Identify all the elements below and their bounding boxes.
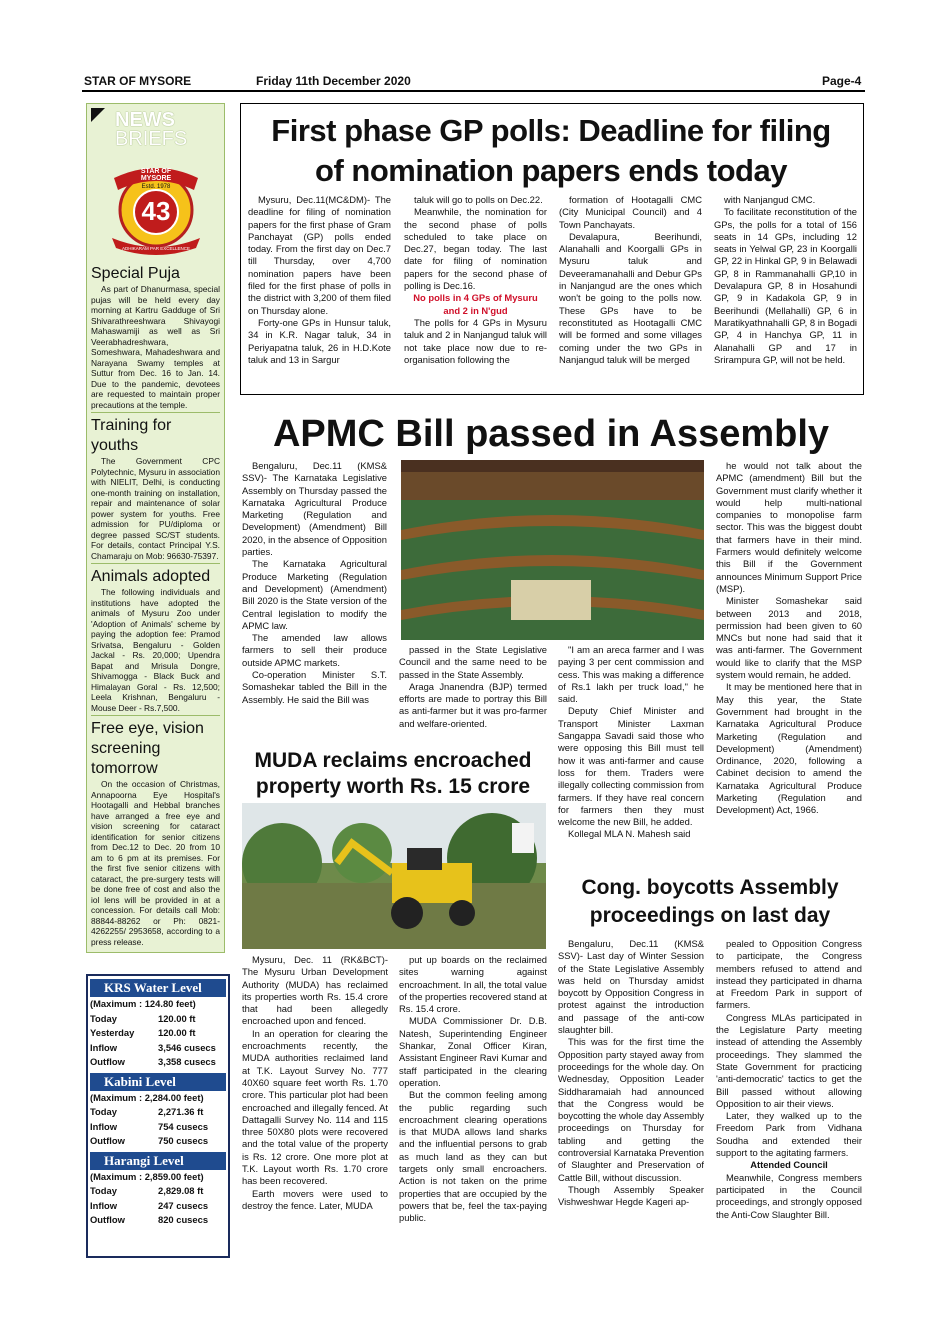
- logo-est: Estd. 1978: [141, 184, 171, 190]
- paragraph: But the common feeling among the public regarding such encroachment clearing operations is that MUDA allows land sharks and the influential persons to grab as much land as they can but targets only small encroachers. Action is not taken on the prime properties that are occupied by the powers that be, feel the tax-paying public.: [399, 1089, 547, 1224]
- harangi-title: Harangi Level: [90, 1152, 226, 1170]
- water-row: [88, 1055, 228, 1070]
- row-label: Today: [90, 1012, 117, 1024]
- brief-item: [91, 567, 220, 713]
- row-label: Inflow: [90, 1199, 118, 1211]
- muda-headline-1: MUDA reclaims encroached: [254, 749, 532, 772]
- paragraph: This was for the first time the Opposition party stayed away from proceedings for the whole day. On Wednesday, Opposition Leader Siddharamaiah had announced that the Congress would be boycotting the whole day Assembly proceedings on Thursday for tabling and getting the controversial Karnataka Prevention of Slaughter and Preservation of Cattle Bill, without discussion.: [558, 1036, 704, 1183]
- paragraph: Deputy Chief Minister and Transport Minister Laxman Sangappa Savadi said those who were opposing this Bill must tell how it was anti-farmer and cause loss for them. Traders were illegally collecting commission from farmers. If they have real concern for farmers then they must welcome the new Bill, he added.: [558, 705, 704, 828]
- paragraph: The Karnataka Agricultural Produce Marketing (Regulation and Development) (Amendment) Bill 2020 is the State version of the Central legislation to modify the APMC law.: [242, 558, 387, 631]
- paragraph: Earth movers were used to destroy the fence. Later, MUDA: [242, 1187, 388, 1211]
- briefs-list: [91, 264, 220, 949]
- row-value: 120.00 ft: [158, 1012, 196, 1024]
- cong-column-1: [558, 938, 704, 1262]
- brief-text: On the occasion of Christmas, Annapoorna Eye Hospital's Hootagalli and Hebbal branches have arranged a free eye and vision screening for cataract identification for senior citizens from Dec.12 to Dec. 20 from 10 am to 6 pm at its premises. For the first five senior citizens with cataract, the pre-surgery tests will be done free of cost and also the iol lens will be provided in at a concession. For details call Mob: 88844-88262 or Ph: 0821-4262255/ 2953658, according to a press release.: [91, 779, 220, 947]
- row-label: Today: [90, 1185, 117, 1196]
- paragraph: Mysuru, Dec. 11 (RK&BCT)- The Mysuru Urban Development Authority (MUDA) has reclaimed its properties worth Rs. 15.4 crore that had been allegedly encroached upon and fenced.: [242, 954, 388, 1027]
- apmc-column-2: [399, 644, 547, 742]
- cong-column-2: [716, 938, 862, 1262]
- logo-motto: ADHIKARAM PAR EXCELLENCE: [122, 246, 190, 251]
- news-briefs-panel: [86, 103, 225, 953]
- paragraph: Though Assembly Speaker Vishweshwar Hegde Kageri ap-: [558, 1183, 704, 1208]
- divider: [91, 412, 220, 413]
- muda-column-1: [242, 954, 388, 1262]
- row-value: 3,358 cusecs: [158, 1056, 216, 1067]
- star-of-mysore-logo: [104, 156, 208, 260]
- water-row: [88, 1026, 228, 1041]
- paragraph: Kollegal MLA N. Mahesh said: [568, 828, 691, 840]
- corner-mark-icon: [91, 108, 105, 122]
- water-levels-box: [86, 974, 230, 1258]
- gp-column-3: [559, 194, 702, 390]
- paragraph: pealed to Opposition Congress to participate, the Congress members refused to attend and instead they participated in dharna at Freedom Park in support of farmers.: [716, 938, 862, 1011]
- divider: [91, 715, 220, 716]
- water-row: [88, 1041, 228, 1056]
- paragraph: taluk will go to polls on Dec.22.: [414, 194, 543, 205]
- gp-column-2: [404, 194, 547, 390]
- row-label: Outflow: [90, 1214, 125, 1225]
- paragraph: "I am an areca farmer and I was paying 3 per cent commission and cess. This was making a difference of Rs.1 lakh per truck load," he said.: [558, 644, 704, 705]
- row-label: Inflow: [90, 1120, 118, 1132]
- row-value: 750 cusecs: [158, 1135, 209, 1146]
- gp-column-4: [714, 194, 857, 390]
- paragraph: with Nanjangud CMC.: [724, 194, 816, 205]
- brief-heading: Free eye, vision screening tomorrow: [91, 720, 204, 777]
- row-value: 820 cusecs: [158, 1214, 209, 1225]
- brief-item: [91, 416, 220, 561]
- water-row: [88, 1213, 228, 1228]
- briefs-title-2: BRIEFS: [115, 128, 188, 150]
- cong-headline-2: proceedings on last day: [589, 904, 831, 927]
- apmc-column-1: [242, 460, 387, 742]
- row-value: 2,271.36 ft: [158, 1106, 204, 1117]
- logo-top-text: STAR OF MYSORE: [140, 168, 172, 182]
- issue-date: Friday 11th December 2020: [256, 74, 411, 88]
- row-value: 754 cusecs: [158, 1120, 209, 1132]
- subheading: No polls in 4 GPs of Mysuru and 2 in N'gud: [413, 292, 538, 316]
- masthead-rule: [82, 90, 865, 92]
- row-label: Outflow: [90, 1056, 125, 1067]
- paragraph: The polls for 4 GPs in Mysuru taluk and 2 in Nanjangud taluk will not take place now due to re-organisation following the: [404, 316, 547, 365]
- harangi-max: (Maximum : 2,859.00 feet): [90, 1170, 204, 1182]
- gp-headline-1: First phase GP polls: Deadline for filing: [271, 113, 831, 148]
- paragraph: formation of Hootagalli CMC (City Municipal Council) and 4 Town Panchayats.: [559, 194, 702, 230]
- kabini-title: Kabini Level: [90, 1073, 226, 1091]
- water-row: [88, 1134, 228, 1149]
- row-label: Yesterday: [90, 1027, 135, 1038]
- water-row: [88, 1120, 228, 1135]
- brief-item: [91, 719, 220, 947]
- brief-item: [91, 264, 220, 410]
- assembly-photo: [401, 460, 704, 640]
- cong-headline-1: Cong. boycotts Assembly: [581, 876, 839, 899]
- paragraph: Forty-one GPs in Hunsur taluk, 34 in K.R. Nagar taluk, 34 in Periyapatna taluk, 26 in H.D.Kote taluk and 13 in Sargur: [248, 316, 391, 365]
- paragraph: Bengaluru, Dec.11 (KMS& SSV)- Last day of Winter Session of the State Legislative Assembly was held on Thursday amidst boycott by Opposition Congress in protest against the introduction and passage of the anti-cow slaughter bill.: [558, 938, 704, 1036]
- paragraph: It may be mentioned here that in May this year, the State Government had brought in the Karnataka Agricultural Produce Marketing (Regulation and Development) (Amendment) Ordinance, 2020, following a Cabinet decision to amend the Karnataka Agricultural Produce Marketing (Regulation and Development) Act, 1966.: [716, 681, 862, 816]
- paragraph: MUDA Commissioner Dr. D.B. Natesh, Superintending Engineer Shankar, Zonal Officer Kiran, Assistant Engineer Ravi Kumar and staff participated in the clearing operation.: [399, 1015, 547, 1088]
- water-row: [88, 1184, 228, 1199]
- gp-column-1: [248, 194, 391, 390]
- paragraph: Congress MLAs participated in the Legislature Party meeting instead of attending the Assembly proceedings. They slammed the State Government for practicing 'anti-democratic' tactics to get the Bill passed without allowing Opposition to air their views.: [716, 1011, 862, 1109]
- paragraph: passed in the State Legislative Council and the same need to be passed in the State Assembly.: [399, 644, 547, 680]
- paragraph: Bengaluru, Dec.11 (KMS& SSV)- The Karnataka Legislative Assembly on Thursday passed the Karnataka Agricultural Produce Marketing (Regulation and Development) (Amendment) Bill 2020, in the absence of Opposition parties.: [242, 460, 387, 558]
- water-row: [88, 1012, 228, 1027]
- paragraph: Co-operation Minister S.T. Somashekar tabled the Bill in the Assembly. He said the Bill was: [242, 669, 387, 705]
- paragraph: Meanwhile, Congress members participated in the Council proceedings, and strongly opposed the Anti-Cow Slaughter Bill.: [716, 1171, 862, 1220]
- page-number: Page-4: [822, 74, 862, 88]
- brief-text: As part of Dhanurmasa, special pujas will be held every day morning at Kartru Gadduge of Sri Shivarathreeshwara Shivayogi Mahaswamiji as well as Sri Veerabhadreshwara, Someshwara, Mahadeshwara and Narayana Swamy temples at Suttur from Dec. 16 to Jan. 14. Due to the pandemic, devotees are requested to maintain proper precautions at the temple.: [91, 284, 220, 410]
- water-row: [88, 1199, 228, 1214]
- apmc-column-3: [558, 644, 704, 868]
- paragraph: Devalapura, Beerihundi, Alanahalli and Koorgalli GPs in Mysuru taluk and Deveeramanahalli and Debur GPs in Nanjangud are the ones which won't be going to the polls now. These GPs have to be reconstituted as Hootagalli CMC will be formed and some villages coming under the two GPs in Nanjangud taluk will be merged: [559, 230, 702, 365]
- row-value: 247 cusecs: [158, 1199, 209, 1211]
- row-label: Inflow: [90, 1041, 118, 1053]
- paragraph: Minister Somashekar said between 2013 and 2018, permission had been given to 60 MNCs but none had said that it was anti-farmer. The Government would like to clarify that the MSP system would remain, he added.: [716, 595, 862, 681]
- row-value: 3,546 cusecs: [158, 1041, 216, 1053]
- paragraph: Araga Jnanendra (BJP) termed efforts are made to portray this Bill as anti-farmer but it was pro-farmer and welfare-oriented.: [399, 680, 547, 729]
- kabini-max: (Maximum : 2,284.00 feet): [90, 1091, 204, 1103]
- paragraph: Later, they walked up to the Freedom Park from Vidhana Soudha and extended their support to the agitating farmers.: [716, 1110, 862, 1159]
- earth-mover-photo: [242, 803, 546, 949]
- paper-name: STAR OF MYSORE: [84, 74, 192, 88]
- paragraph: In an operation for clearing the encroachments recently, the MUDA authorities reclaimed land at T.K. Layout Survey No. 777 40X60 square feet worth Rs. 1.70 crore. This particular plot had been encroached and illegally fenced. At Dattagalli Survey No. 114 and 115 three 50X80 plots were recovered and the total value of the property is Rs. 12 crore. One more plot at T.K. Layout worth Rs. 1.70 crore has been recovered.: [242, 1027, 388, 1187]
- paragraph: Mysuru, Dec.11(MC&DM)- The deadline for filing of nomination papers for the first phase of Gram Panchayat (GP) polls ended today. From the first day on Dec.7 till Thursday, over 4,700 nomination papers have been filed for the first phase of polls in the district with 3,200 of them filed on Thursday alone.: [248, 194, 391, 316]
- paragraph: he would not talk about the APMC (amendment) Bill but the Government must clarify whether it would help multi-national companies to monopolise farm sector. This was the biggest doubt that farmers have in their mind. Farmers would definitely welcome this Bill if the Government announces Minimum Support Price (MSP).: [716, 460, 862, 594]
- row-value: 120.00 ft: [158, 1027, 196, 1038]
- paragraph: put up boards on the reclaimed sites warning against encroachment. In all, the total value of the properties recovered stand at Rs. 15.4 crore.: [399, 954, 547, 1015]
- brief-heading: Animals adopted: [91, 568, 211, 585]
- row-label: Outflow: [90, 1135, 125, 1146]
- logo-number: 43: [141, 196, 171, 226]
- row-label: Today: [90, 1106, 117, 1117]
- muda-headline-2: property worth Rs. 15 crore: [255, 775, 531, 798]
- paragraph: To facilitate reconstitution of the GPs, the polls for a total of 156 seats in 14 GPs, including 12 seats in Yelwal GP, 23 in Koorgalli GP, 22 in Hinkal GP, 9 in Belawadi GP, 8 in Rammanahalli GP,10 in Devalapura GP, 8 in Hosahundi GP, 9 in Kadakola GP, 9 in Beerihundi (Mellahalli) GP, 6 in Maratikyathnahalli GP, 8 in Bogadi GP, 4 in Hanchya GP, 11 in Alanahalli GP and 17 in Srirampura GP, will not be held.: [714, 206, 857, 365]
- krs-title: KRS Water Level: [90, 979, 226, 997]
- brief-heading: Special Puja: [91, 265, 180, 282]
- brief-heading: Training for youths: [91, 417, 172, 454]
- subheading: Attended Council: [750, 1159, 828, 1171]
- water-row: [88, 1105, 228, 1120]
- divider: [91, 563, 220, 564]
- gp-headline-2: of nomination papers ends today: [315, 153, 787, 188]
- brief-text: The following individuals and institutions have adopted the animals of Mysuru Zoo under 'Adoption of Animals' scheme by paying the adoption fee: Pramod Srivatsa, Bengaluru - Golden Jackal - Rs. 20,000; Upendra Bapat and Mrisula Dongre, Shivamogga - Black Buck and Himalayan Goral - Rs. 12,500; Leela Krishnan, Bengaluru - Mouse Deer - Rs.7,500.: [91, 587, 220, 713]
- row-value: 2,829.08 ft: [158, 1185, 204, 1196]
- paragraph: The amended law allows farmers to sell their produce outside APMC markets.: [242, 632, 387, 668]
- apmc-column-4: [716, 460, 862, 868]
- apmc-headline: APMC Bill passed in Assembly: [272, 413, 830, 455]
- muda-column-2: [399, 954, 547, 1262]
- briefs-title-1: NEWS: [115, 109, 175, 131]
- krs-max: (Maximum : 124.80 feet): [90, 998, 196, 1009]
- paragraph: Meanwhile, the nomination for the second phase of polls scheduled to take place on Dec.27, began today. The last date for filing of nomination papers for the second phase of polling is Dec.16.: [404, 206, 547, 292]
- brief-text: The Government CPC Polytechnic, Mysuru in association with NIELIT, Delhi, is conducting one-month training on installation, repair and maintenance of solar power system for youths. Free admission for PU/diploma or degree passed SC/ST students. For details, contact Principal Y.S. Chamaraju on Mob: 96630-75397.: [91, 456, 220, 561]
